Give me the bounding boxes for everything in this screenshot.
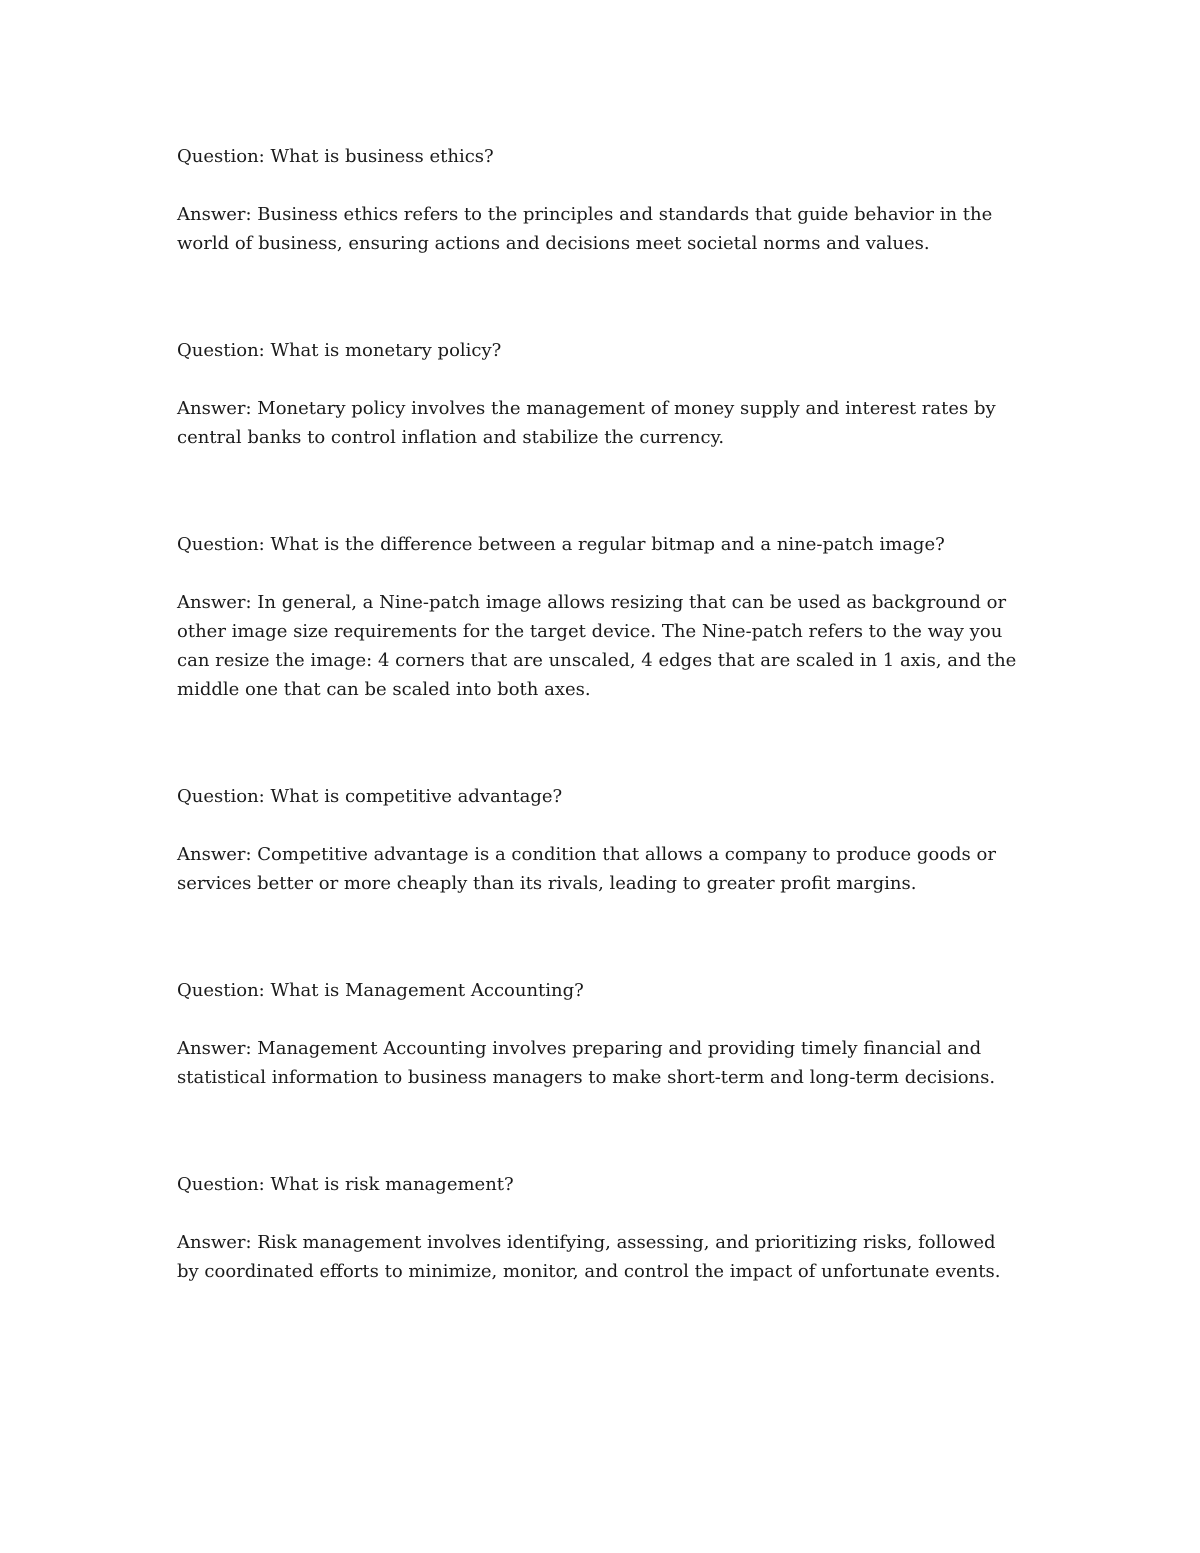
- answer-text: Answer: In general, a Nine-patch image allows resizing that can be used as background or other image size requirements for the target device. The Nine-patch refers to the way you can resize the image: 4 corners that are unscaled, 4 edges that are scaled in 1 axis, and the middle one that can be scaled into both axes.: [177, 592, 1017, 700]
- question-text: Question: What is the difference between a regular bitmap and a nine-patch image?: [177, 534, 945, 555]
- question-text: Question: What is monetary policy?: [177, 340, 502, 361]
- qa-item: [177, 336, 1017, 452]
- answer-text: Answer: Management Accounting involves preparing and providing timely financial and statistical information to business managers to make short-term and long-term decisions.: [177, 1038, 996, 1088]
- document-body: [177, 142, 1017, 1286]
- answer-text: Answer: Competitive advantage is a condition that allows a company to produce goods or services better or more cheaply than its rivals, leading to greater profit margins.: [177, 844, 996, 894]
- qa-item: [177, 142, 1017, 258]
- answer-text: Answer: Monetary policy involves the management of money supply and interest rates by central banks to control inflation and stabilize the currency.: [177, 398, 996, 448]
- question-text: Question: What is Management Accounting?: [177, 980, 584, 1001]
- answer-text: Answer: Risk management involves identifying, assessing, and prioritizing risks, followed by coordinated efforts to minimize, monitor, and control the impact of unfortunate events.: [177, 1232, 1001, 1282]
- question-text: Question: What is business ethics?: [177, 146, 494, 167]
- question-text: Question: What is competitive advantage?: [177, 786, 563, 807]
- qa-item: [177, 1170, 1017, 1286]
- qa-item: [177, 782, 1017, 898]
- question-text: Question: What is risk management?: [177, 1174, 514, 1195]
- qa-item: [177, 976, 1017, 1092]
- answer-text: Answer: Business ethics refers to the principles and standards that guide behavior in the world of business, ensuring actions and decisions meet societal norms and values.: [177, 204, 993, 254]
- qa-item: [177, 530, 1017, 704]
